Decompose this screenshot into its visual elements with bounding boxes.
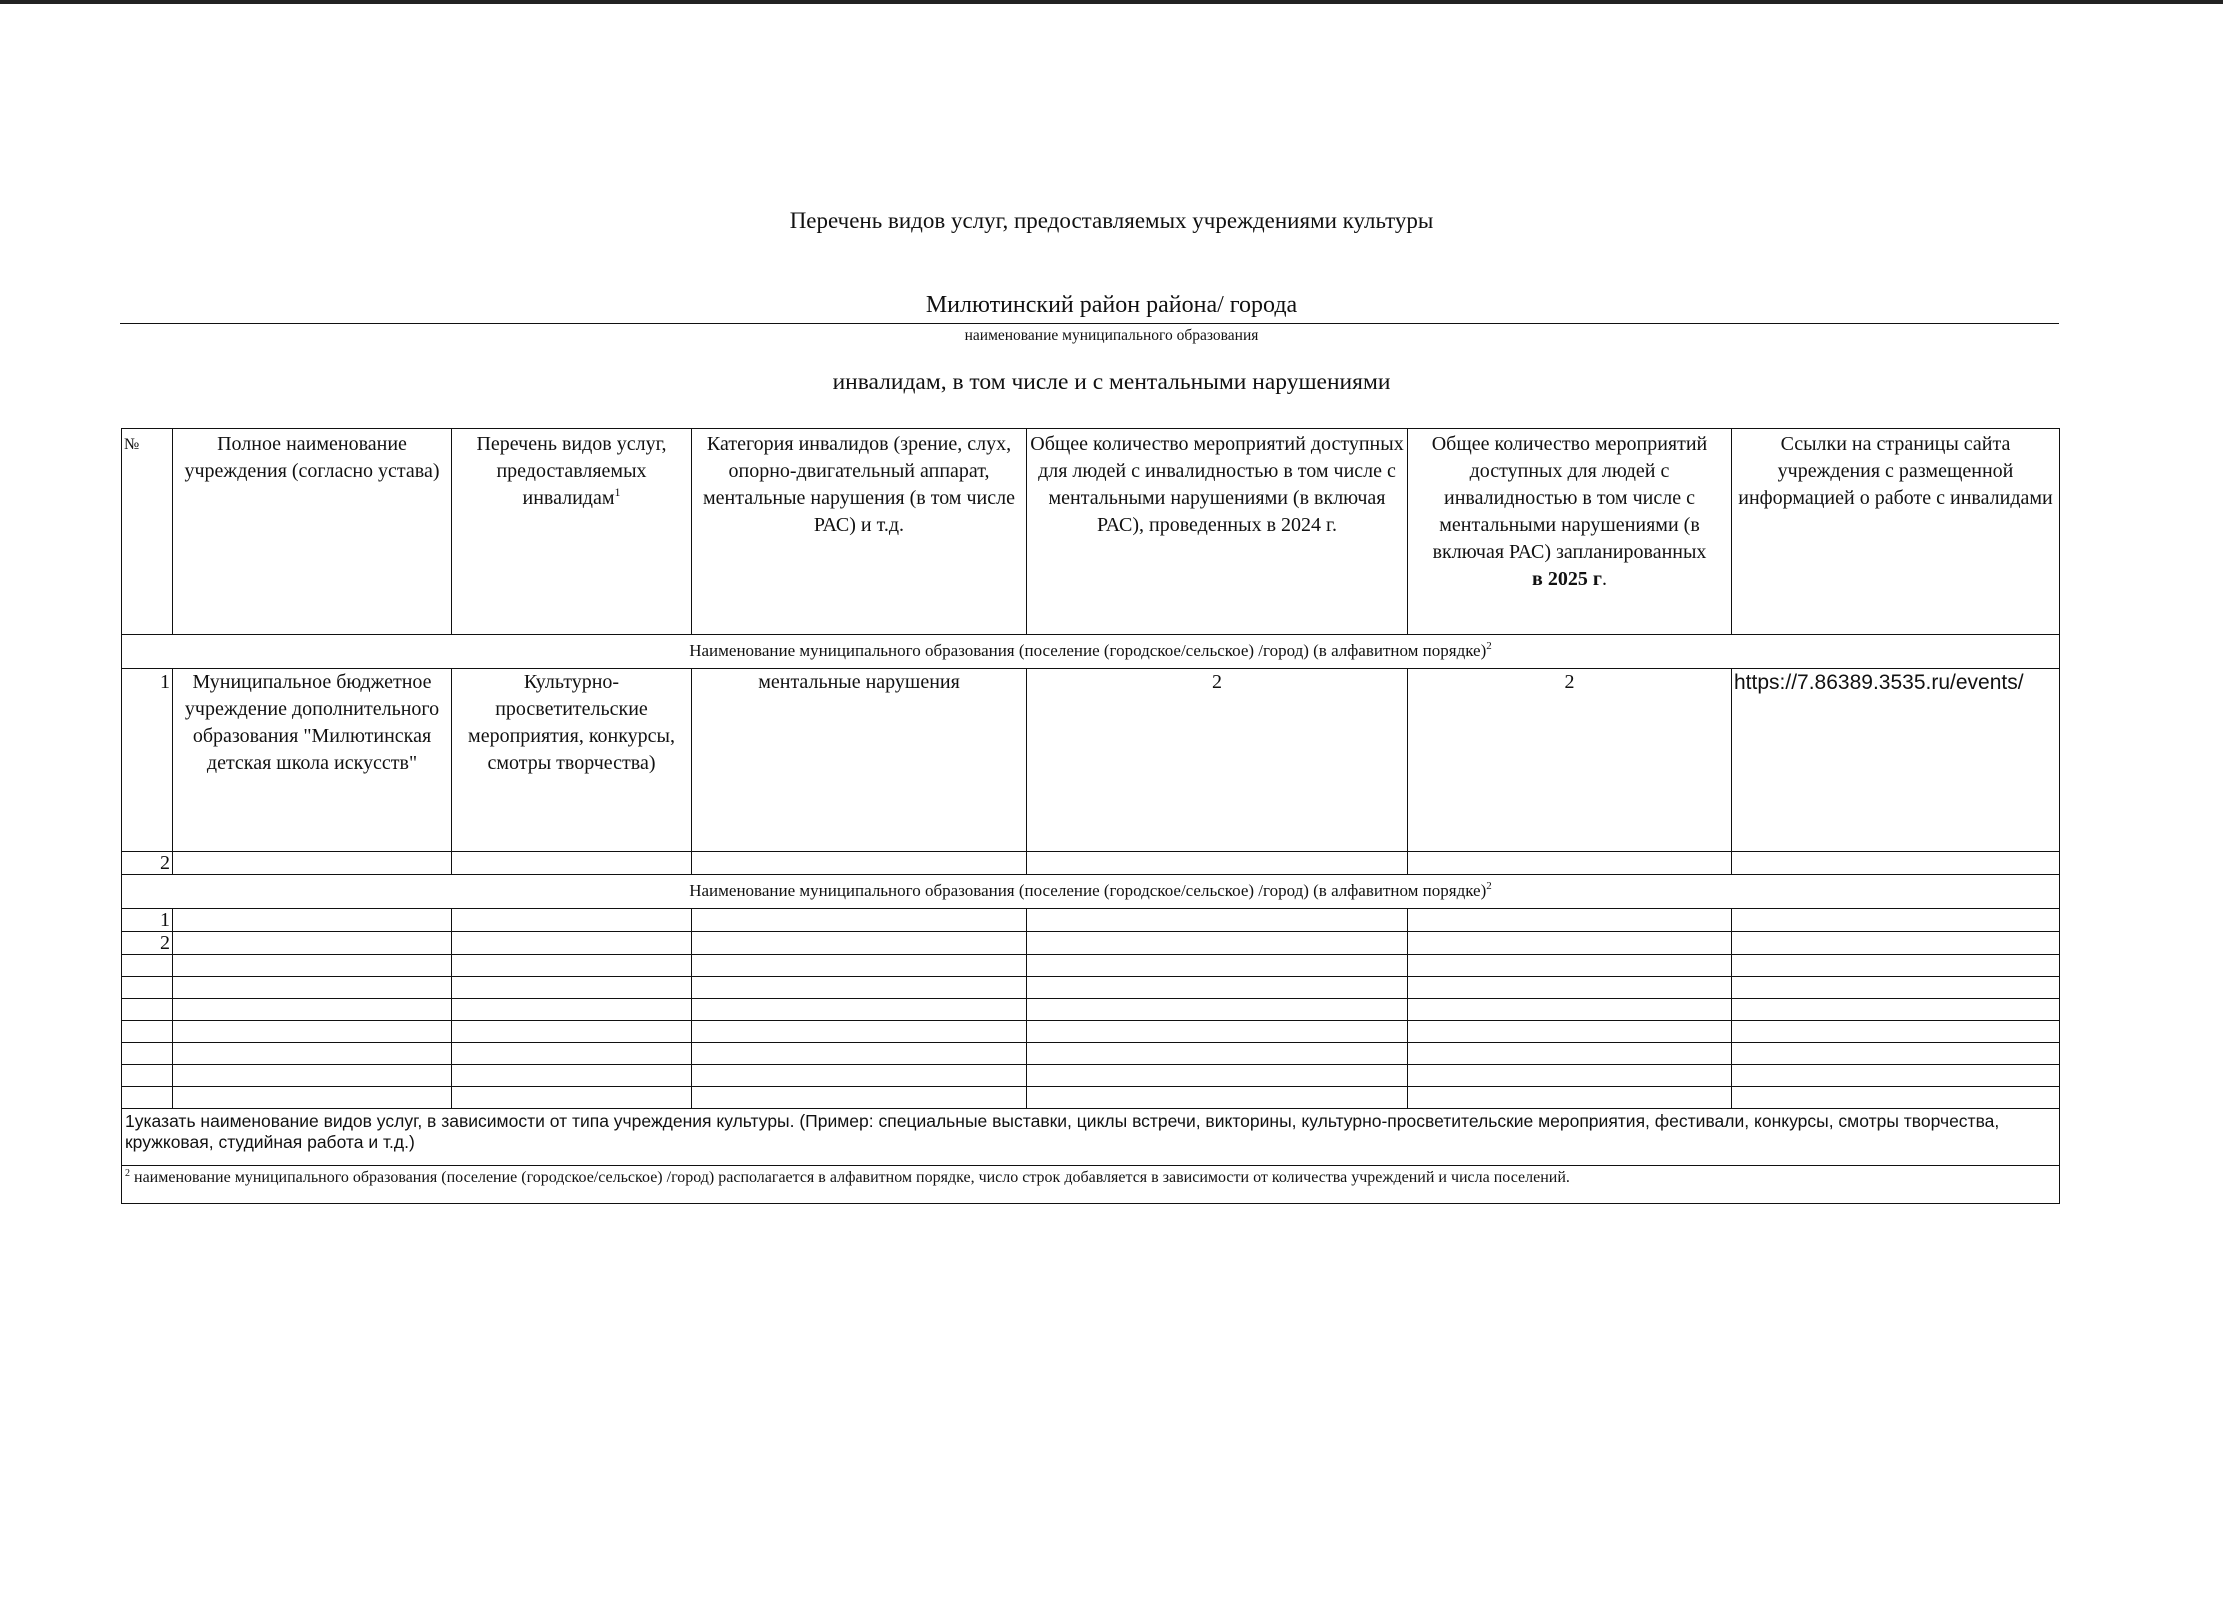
footnote-1: 1указать наименование видов услуг, в зависимости от типа учреждения культуры. (Пример: специальные выставки, циклы встречи, викторины, культурно-просветительские мероприятия, фестивали, конкурсы, смотры творчества, кружковая, студийная работа и т.д.): [122, 1109, 2060, 1166]
section-header-row: [122, 635, 2060, 669]
header-num: №: [122, 429, 173, 635]
row-num: 2: [122, 932, 173, 955]
table-row: [122, 932, 2060, 955]
row-held-2024: 2: [1027, 669, 1408, 852]
header-services: Перечень видов услуг, предоставляемых инвалидам$^1$: [452, 429, 692, 635]
row-num: 1: [122, 909, 173, 932]
section-header-row: [122, 875, 2060, 909]
row-category: ментальные нарушения: [692, 669, 1027, 852]
section-label: Наименование муниципального образования (поселение (городское/сельское) /город) (в алфавитном порядке)$^2$: [122, 635, 2060, 669]
document-subtitle: инвалидам, в том числе и с ментальными нарушениями: [832, 369, 1391, 395]
row-services: Культурно-просветительские мероприятия, конкурсы, смотры творчества): [452, 669, 692, 852]
empty-row: [122, 999, 2060, 1021]
empty-row: [122, 1087, 2060, 1109]
header-links: Ссылки на страницы сайта учреждения с размещенной информацией о работе с инвалидами: [1732, 429, 2060, 635]
municipality-name: Милютинский район района/ города: [925, 292, 1298, 318]
table-row: [122, 909, 2060, 932]
footnote-row: [122, 1166, 2060, 1204]
table-row: [122, 852, 2060, 875]
row-link[interactable]: https://7.86389.3535.ru/events/: [1732, 669, 2060, 852]
header-category: Категория инвалидов (зрение, слух, опорно-двигательный аппарат, ментальные нарушения (в том числе РАС) и т.д.: [692, 429, 1027, 635]
empty-row: [122, 1065, 2060, 1087]
row-planned-2025: 2: [1408, 669, 1732, 852]
header-institution-name: Полное наименование учреждения (согласно устава): [173, 429, 452, 635]
section-label: Наименование муниципального образования (поселение (городское/сельское) /город) (в алфавитном порядке)$^2$: [122, 875, 2060, 909]
empty-row: [122, 955, 2060, 977]
empty-row: [122, 1021, 2060, 1043]
municipality-caption: наименование муниципального образования: [964, 327, 1259, 344]
municipality-underline: [120, 323, 2059, 324]
table-header-row: [122, 429, 2060, 635]
services-table: [121, 428, 2060, 1204]
footnote-row: [122, 1109, 2060, 1166]
empty-row: [122, 977, 2060, 999]
table-row: [122, 669, 2060, 852]
row-num: 2: [122, 852, 173, 875]
row-institution-name: Муниципальное бюджетное учреждение дополнительного образования "Милютинская детская школа искусств": [173, 669, 452, 852]
row-num: 1: [122, 669, 173, 852]
header-held-2024: Общее количество мероприятий доступных для людей с инвалидностью в том числе с ментальными нарушениями (в включая РАС), проведенных в 2024 г.: [1027, 429, 1408, 635]
footnote-2: $^2$ наименование муниципального образования (поселение (городское/сельское) /город) располагается в алфавитном порядке, число строк добавляется в зависимости от количества учреждений и числа поселений.: [122, 1166, 2060, 1204]
document-title: Перечень видов услуг, предоставляемых учреждениями культуры: [789, 208, 1434, 233]
scan-top-edge: [0, 0, 2223, 4]
header-planned-2025: Общее количество мероприятий доступных для людей с инвалидностью в том числе с ментальными нарушениями (в включая РАС) запланированных в 2025 г.: [1408, 429, 1732, 635]
empty-row: [122, 1043, 2060, 1065]
